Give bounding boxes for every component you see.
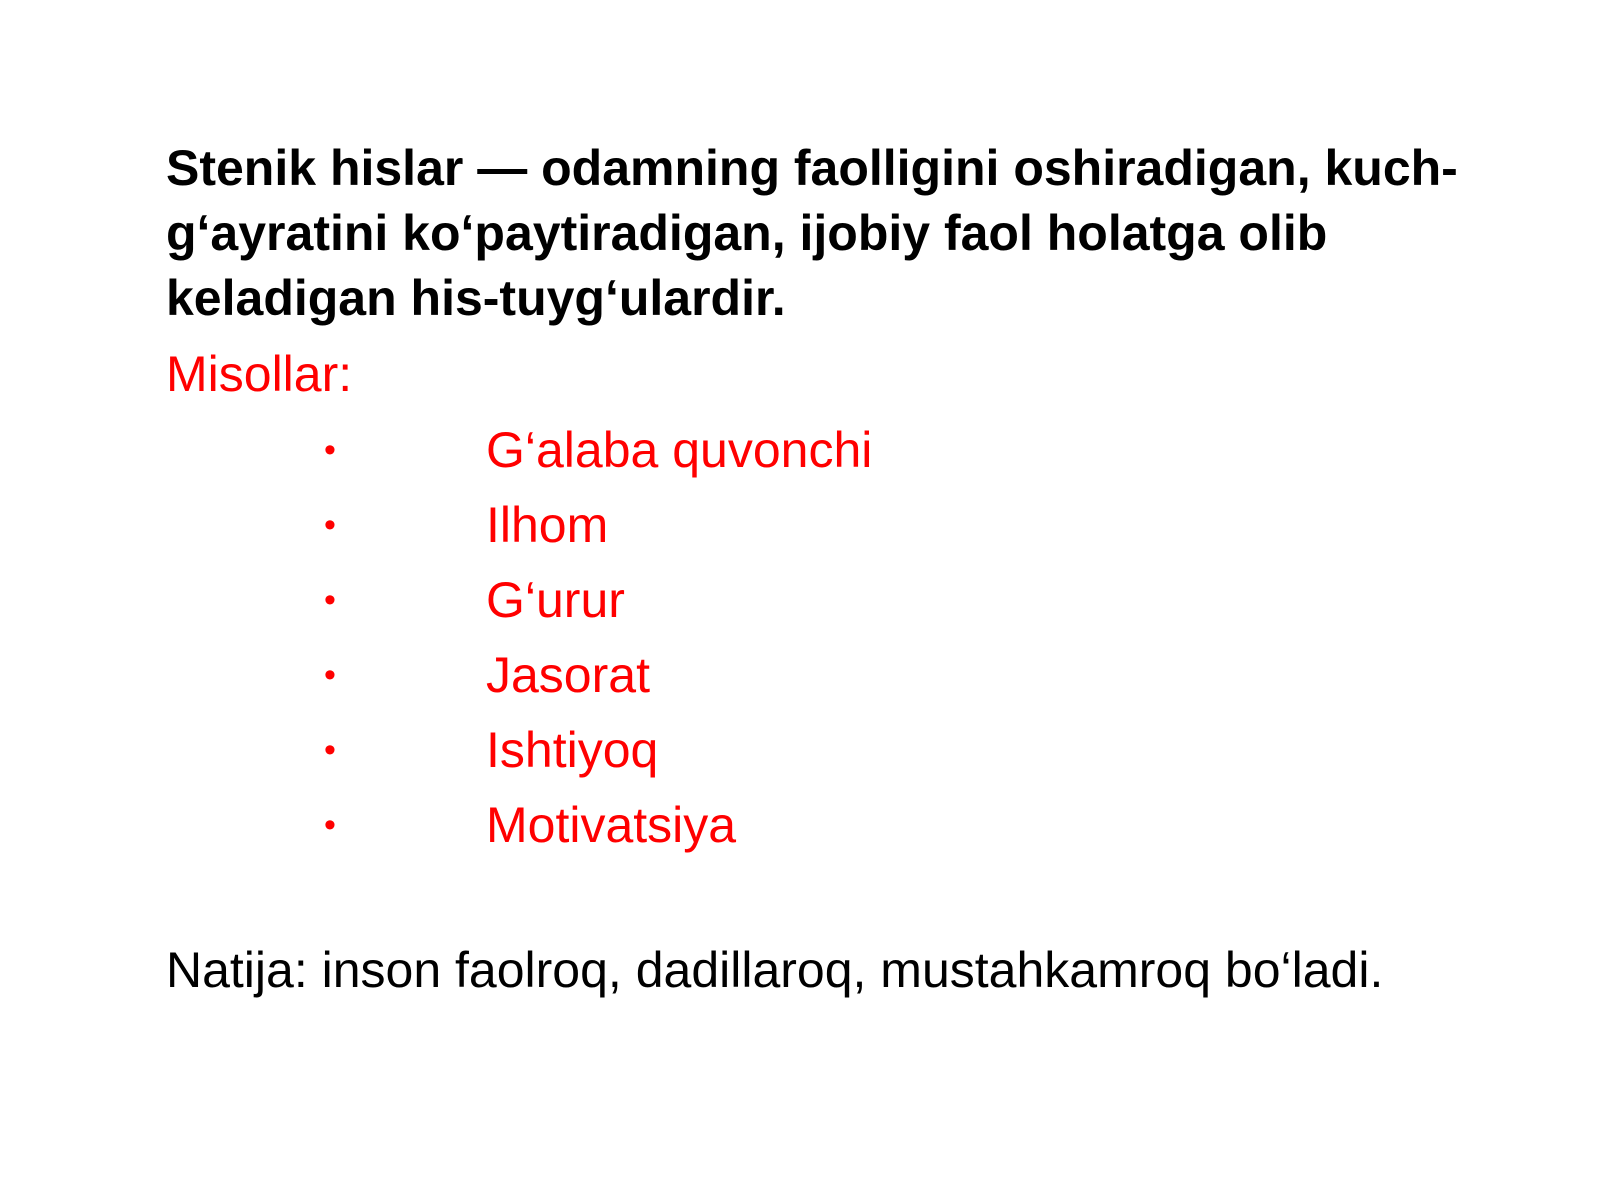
list-item-text: G‘urur [486, 572, 625, 628]
list-item-text: Ishtiyoq [486, 722, 659, 778]
bullet-icon: • [324, 581, 336, 619]
list-item [0, 563, 1600, 638]
examples-list [0, 413, 1600, 863]
list-item-text: Ilhom [486, 497, 609, 553]
list-item-text: G‘alaba quvonchi [486, 422, 873, 478]
list-item [0, 638, 1600, 713]
list-item [0, 788, 1600, 863]
list-item-text: Jasorat [486, 647, 650, 703]
bullet-icon: • [324, 656, 336, 694]
bullet-icon: • [324, 506, 336, 544]
list-item [0, 413, 1600, 488]
list-item [0, 713, 1600, 788]
definition-paragraph: Stenik hislar — odamning faolligini oshiradigan, kuch-g‘ayratini ko‘paytiradigan, ijobiy faol holatga olib keladigan his-tuyg‘ulardir. [166, 140, 1458, 326]
bullet-icon: • [324, 806, 336, 844]
result-paragraph: Natija: inson faolroq, dadillaroq, mustahkamroq bo‘ladi. [166, 942, 1384, 998]
bullet-icon: • [324, 431, 336, 469]
list-item-text: Motivatsiya [486, 797, 737, 853]
list-item [0, 488, 1600, 563]
bullet-icon: • [324, 731, 336, 769]
examples-heading: Misollar: [166, 346, 353, 402]
